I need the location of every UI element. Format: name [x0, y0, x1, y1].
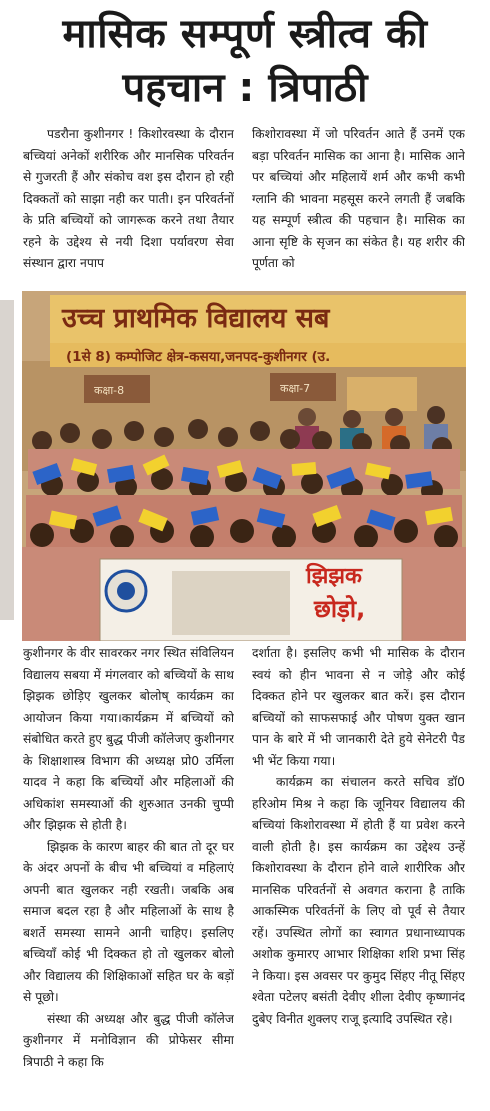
paragraph: कुशीनगर के वीर सावरकर नगर स्थित संविलियन विद्यालय सबया में मंगलवार को बच्चियों के साथ झिझक छोड़िए खुलकर बोलोष् कार्यक्रम का आयोजन किया गया।कार्यक्रम में बच्चियों को संबोधित करते हुए बुद्ध पीजी कॉलेजए कुशीनगर के शिक्षाशास्त्र विभाग की अध्यक्ष प्रो0 उर्मिला यादव ने कहा कि बच्चियों और महिलाओं की अधिकांश समस्याओं की शुरुआत उनकी चुप्पी और झिझक से होती है। — [23, 646, 234, 832]
school-sign-text: उच्च प्राथमिक विद्यालय सब — [62, 303, 330, 334]
paragraph: दर्शाता है। इसलिए कभी भी मासिक के दौरान स्वयं को हीन भावना से न जोड़े और कोई दिक्कत होने पर खुलकर बात करें। इस दौरान बच्चियों को साफसफाई और पोषण युक्त खान पान के बारे में भी जानकारी देते हुये सेनेटरी पैड भी भेंट किया गया। — [252, 646, 465, 768]
school-subsign-text: (1से 8) कम्पोजिट क्षेत्र-कसया,जनपद-कुशीनगर (उ. — [66, 349, 331, 365]
headline-line-1: मासिक सम्पूर्ण स्त्रीत्व की — [62, 11, 428, 57]
paragraph: संस्था की अध्यक्ष और बुद्ध पीजी कॉलेज कुशीनगर में मनोविज्ञान की प्रोफेसर सीमा त्रिपाठी ने कहा कि — [23, 1011, 234, 1069]
headline-line-2: पहचान : त्रिपाठी — [122, 65, 368, 111]
class-board-text: कक्षा-7 — [280, 382, 311, 395]
event-photo — [22, 291, 466, 641]
paragraph: झिझक के कारण बाहर की बात तो दूर घर के अंदर अपनों के बीच भी बच्चियां व महिलाएं अपनी बात खुलकर नही रखती। जबकि अब समाज बदल रहा है और महिलाओं के साथ है बशर्ते समस्या सामने आनी चाहिए। इसलिए बच्चियाँ कोई भी दिक्कत हो तो खुलकर बोलो और विद्यालय की शिक्षिकाओं सहित घर के बड़ों से पूछो। — [23, 839, 234, 1004]
article-column-top-left — [23, 124, 234, 290]
banner-text-2: छोड़ो, — [314, 595, 366, 623]
article-column-bottom-right — [252, 643, 465, 1103]
headline — [0, 0, 490, 122]
page-edge-strip — [0, 300, 14, 620]
paragraph: किशोरावस्था में जो परिवर्तन आते हैं उनमें एक बड़ा परिवर्तन मासिक का आना है। मासिक आने पर बच्चियां और महिलायें शर्म और कभी कभी ग्लानि की भावना महसूस करने लगती हैं जबकि यह सम्पूर्ण स्त्रीत्व की पहचान है। मासिक का आना सृष्टि के सृजन का संकेत है। यह शरीर की पूर्णता को — [252, 127, 465, 270]
paragraph: पडरौना कुशीनगर ! किशोरवस्था के दौरान बच्चियां अनेकों शरीरिक और मानसिक परिवर्तन से गुजरती हैं और संकोच वश इस दौरान हो रही दिक्कतों को साझा नही कर पाती। इन परिवर्तनों के प्रति बच्चियों को जागरूक करने तथा तैयार रहने के उद्देश्य से नयी दिशा पर्यावरण सेवा संस्थान द्वारा नपाप — [23, 127, 234, 270]
banner-text-1: झिझक — [306, 564, 362, 589]
article-column-bottom-left — [23, 643, 234, 1103]
article-column-top-right — [252, 124, 465, 290]
class-board-text: कक्षा-8 — [94, 384, 125, 397]
paragraph: कार्यक्रम का संचालन करते सचिव डॉ0 हरिओम मिश्र ने कहा कि जूनियर विद्यालय की बच्चियां किशोरावस्था में होती हैं या प्रवेश करने वाली होती है। इस कार्यक्रम का उद्देश्य उन्हें किशोरावस्था के दौरान होने वाले शारीरिक और मानसिक परिवर्तनों से अवगत कराना है ताकि आकस्मिक परिवर्तनों के लिए वो पूर्व से तैयार रहें। उपस्थित लोगों का स्वागत प्रधानाध्यापक अशोक कुमारए आभार शिक्षिका शशि प्रभा सिंह ने किया। इस अवसर पर कुमुद सिंहए नीतू सिंहए श्वेता पटेलए बसंती देवीए शीला देवीए कृष्णानंद दुबेए विनीत शुक्लए राजू इत्यादि उपस्थित रहे। — [252, 775, 465, 1026]
